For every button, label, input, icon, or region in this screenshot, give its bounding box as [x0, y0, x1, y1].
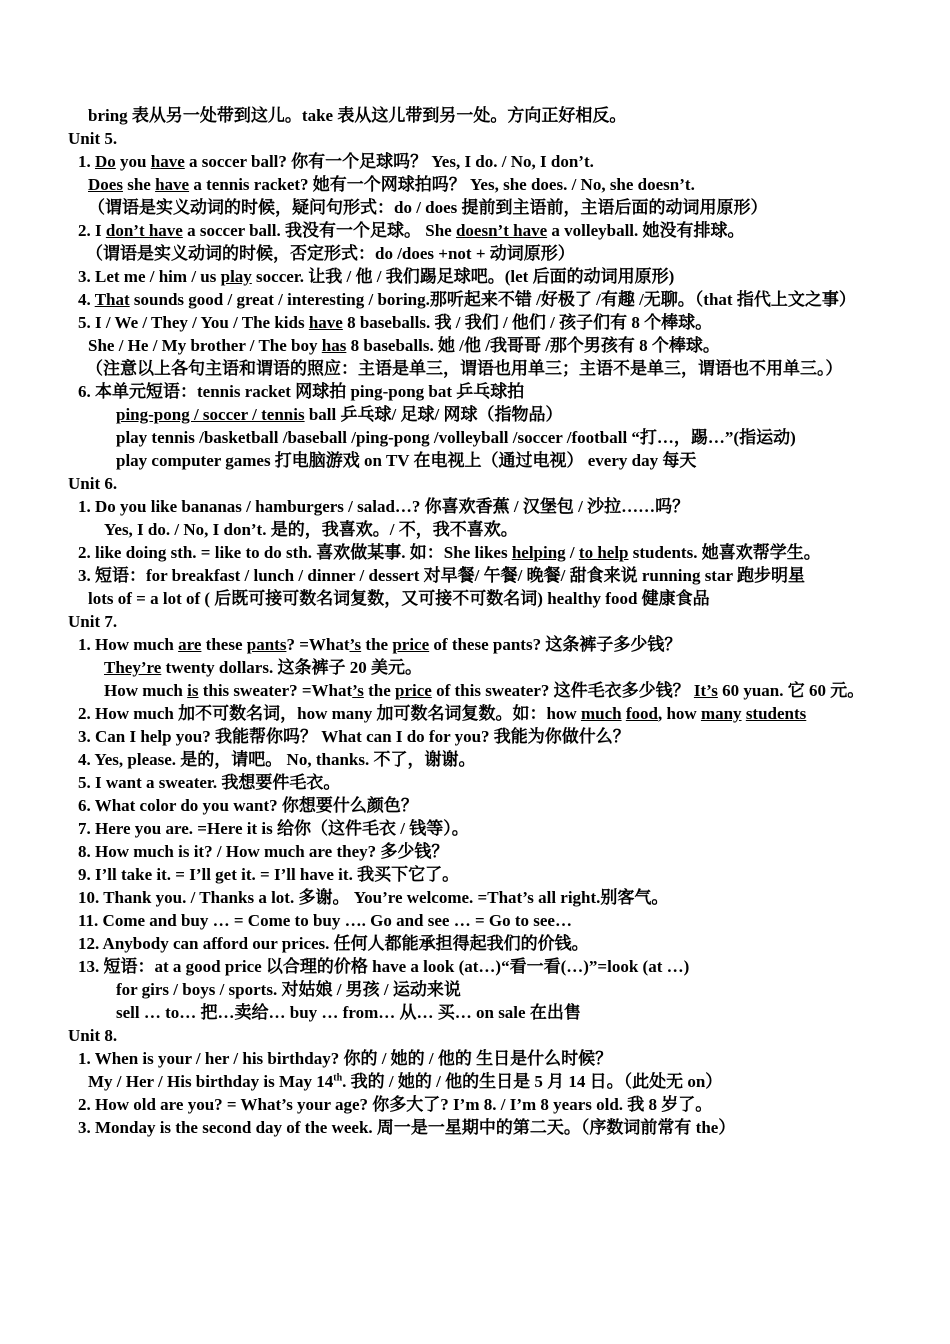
text-line: play computer games 打电脑游戏 on TV 在电视上（通过电视） every day 每天 — [116, 451, 697, 470]
text-line: （谓语是实义动词的时候，疑问句形式：do / does 提前到主语前，主语后面的动词用原形） — [88, 198, 768, 217]
unit-heading: Unit 5. — [68, 129, 118, 148]
unit-heading: Unit 8. — [68, 1026, 118, 1045]
text-line: She / He / My brother / The boy has 8 baseballs. 她 /他 /我哥哥 /那个男孩有 8 个棒球。 — [88, 336, 720, 355]
text-line: 3. 短语：for breakfast / lunch / dinner / dessert 对早餐/ 午餐/ 晚餐/ 甜食来说 running star 跑步明星 — [78, 566, 805, 585]
text-line: 3. Can I help you? 我能帮你吗？ What can I do for you? 我能为你做什么？ — [78, 727, 630, 746]
text-line: 5. I want a sweater. 我想要件毛衣。 — [78, 773, 341, 792]
text-line: 6. 本单元短语：tennis racket 网球拍 ping-pong bat 乒乓球拍 — [78, 382, 525, 401]
text-line: My / Her / His birthday is May 14th. 我的 / 她的 / 他的生日是 5 月 14 日。（此处无 on） — [88, 1072, 723, 1091]
text-line: ping-pong / soccer / tennis ball 乒乓球/ 足球/ 网球（指物品） — [116, 405, 563, 424]
text-line: Yes, I do. / No, I don’t. 是的，我喜欢。/ 不，我不喜欢。 — [104, 520, 518, 539]
text-line: They’re twenty dollars. 这条裤子 20 美元。 — [104, 658, 422, 677]
text-line: 11. Come and buy … = Come to buy …. Go and see … = Go to see… — [78, 911, 572, 930]
text-line: 1. Do you like bananas / hamburgers / salad…? 你喜欢香蕉 / 汉堡包 / 沙拉……吗？ — [78, 497, 690, 516]
text-line: 13. 短语：at a good price 以合理的价格 have a look (at…)“看一看(…)”=look (at …) — [78, 957, 690, 976]
text-line: bring 表从另一处带到这儿。take 表从这儿带到另一处。方向正好相反。 — [88, 106, 627, 125]
text-line: 6. What color do you want? 你想要什么颜色？ — [78, 796, 418, 815]
text-line: 7. Here you are. =Here it is 给你（这件毛衣 / 钱等）。 — [78, 819, 469, 838]
text-line: 1. Do you have a soccer ball? 你有一个足球吗？ Yes, I do. / No, I don’t. — [78, 152, 594, 171]
text-line: 12. Anybody can afford our prices. 任何人都能承担得起我们的价钱。 — [78, 934, 589, 953]
text-line: 3. Monday is the second day of the week. 周一是一星期中的第二天。（序数词前常有 the） — [78, 1118, 736, 1137]
text-line: 2. I don’t have a soccer ball. 我没有一个足球。 She doesn’t have a volleyball. 她没有排球。 — [78, 221, 745, 240]
document-body — [68, 104, 883, 1139]
text-line: 9. I’ll take it. = I’ll get it. = I’ll have it. 我买下它了。 — [78, 865, 460, 884]
text-line: 1. When is your / her / his birthday? 你的 / 她的 / 他的 生日是什么时候？ — [78, 1049, 613, 1068]
text-line: 10. Thank you. / Thanks a lot. 多谢。 You’re welcome. =That’s all right.别客气。 — [78, 888, 669, 907]
text-line: 2. like doing sth. = like to do sth. 喜欢做某事. 如：She likes helping / to help students. 她喜欢帮学生。 — [78, 543, 821, 562]
text-line: lots of = a lot of ( 后既可接可数名词复数，又可接不可数名词) healthy food 健康食品 — [88, 589, 710, 608]
text-line: 1. How much are these pants? =What’s the price of these pants? 这条裤子多少钱？ — [78, 635, 682, 654]
text-line: 4. That sounds good / great / interesting / boring.那听起来不错 /好极了 /有趣 /无聊。（that 指代上文之事） — [78, 290, 856, 309]
text-line: play tennis /basketball /baseball /ping-pong /volleyball /soccer /football “打…，踢…”(指运动) — [116, 428, 796, 447]
unit-heading: Unit 6. — [68, 474, 118, 493]
text-line: 8. How much is it? / How much are they? 多少钱？ — [78, 842, 449, 861]
text-line: 2. How old are you? = What’s your age? 你多大了? I’m 8. / I’m 8 years old. 我 8 岁了。 — [78, 1095, 713, 1114]
text-line: 3. Let me / him / us play soccer. 让我 / 他 / 我们踢足球吧。(let 后面的动词用原形) — [78, 267, 675, 286]
text-line: sell … to… 把…卖给… buy … from… 从… 买… on sale 在出售 — [116, 1003, 581, 1022]
text-line: （注意以上各句主语和谓语的照应：主语是单三，谓语也用单三；主语不是单三，谓语也不用单三。） — [86, 359, 843, 378]
text-line: （谓语是实义动词的时候，否定形式：do /does +not + 动词原形） — [86, 244, 575, 263]
text-line: for girs / boys / sports. 对姑娘 / 男孩 / 运动来说 — [116, 980, 461, 999]
text-line: 5. I / We / They / You / The kids have 8 baseballs. 我 / 我们 / 他们 / 孩子们有 8 个棒球。 — [78, 313, 713, 332]
text-line: 2. How much 加不可数名词，how many 加可数名词复数。如：how much food, how many students — [78, 704, 807, 723]
unit-heading: Unit 7. — [68, 612, 118, 631]
text-line: How much is this sweater? =What’s the price of this sweater? 这件毛衣多少钱？ It’s 60 yuan. 它 60 元。 — [104, 681, 865, 700]
text-line: 4. Yes, please. 是的，请吧。 No, thanks. 不了，谢谢。 — [78, 750, 476, 769]
text-line: Does she have a tennis racket? 她有一个网球拍吗？ Yes, she does. / No, she doesn’t. — [88, 175, 695, 194]
